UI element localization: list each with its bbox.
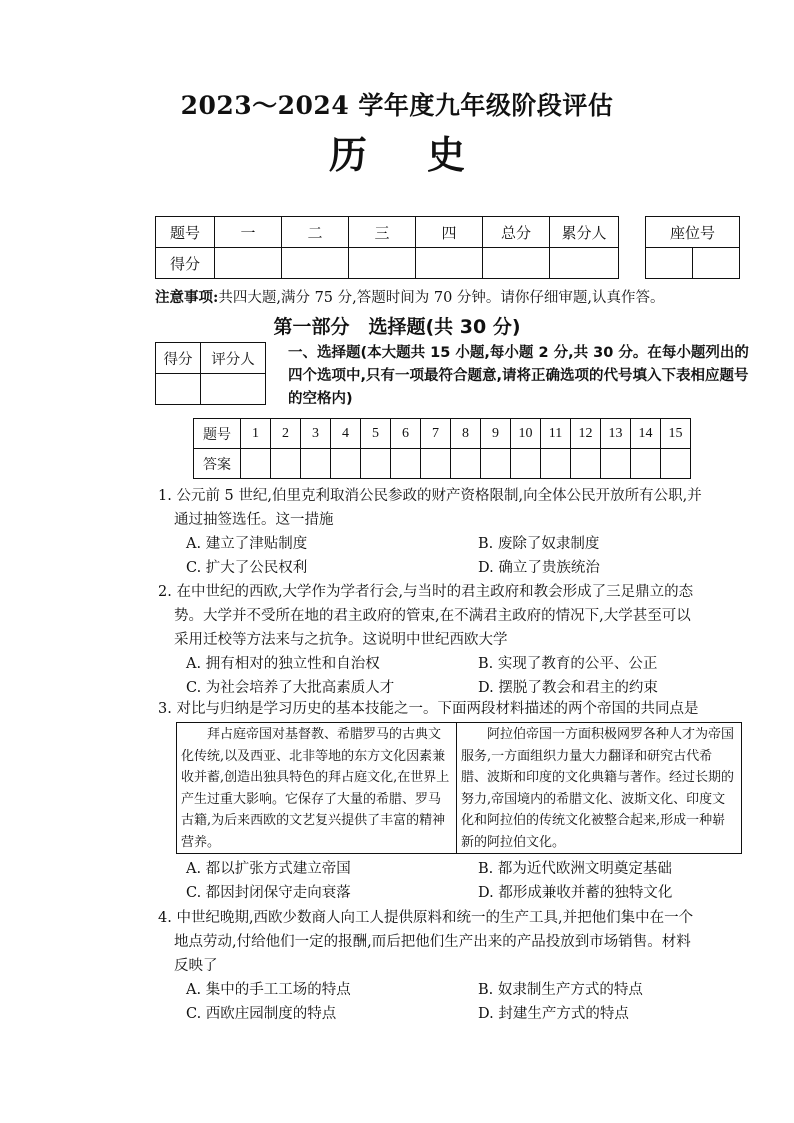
score-table-header-row — [156, 217, 619, 248]
grader-score-label: 得分 — [156, 343, 201, 374]
grader-name-label: 评分人 — [201, 343, 266, 374]
score-input-cell[interactable] — [349, 248, 416, 279]
option-b[interactable]: B. 实现了教育的公平、公正 — [478, 656, 658, 672]
option-c[interactable]: C. 扩大了公民权利 — [186, 560, 308, 576]
score-table-cell: 二 — [282, 217, 349, 248]
question-number-cell: 7 — [421, 419, 451, 449]
question-4 — [158, 906, 748, 1026]
answer-input-cell[interactable] — [631, 449, 661, 479]
question-stem: 通过抽签选任。这一措施 — [174, 512, 334, 528]
option-d[interactable]: D. 都形成兼收并蓄的独特文化 — [478, 885, 673, 901]
grader-input-cell[interactable] — [201, 374, 266, 405]
question-stem: 4. 中世纪晚期,西欧少数商人向工人提供原料和统一的生产工具,并把他们集中在一个 — [158, 910, 694, 926]
option-c[interactable]: C. 为社会培养了大批高素质人才 — [186, 680, 395, 696]
score-table-cell: 题号 — [156, 217, 215, 248]
question-number-cell: 2 — [271, 419, 301, 449]
answer-input-cell[interactable] — [271, 449, 301, 479]
answer-input-cell[interactable] — [541, 449, 571, 479]
answer-row-label: 答案 — [194, 449, 241, 479]
material-right-text: 阿拉伯帝国一方面积极网罗各种人才为帝国服务,一方面组织力量大力翻译和研究古代希腊、波斯和印度的文化典籍与著作。经过长期的努力,帝国境内的希腊文化、波斯文化、印度文化和阿拉伯的传统文化被整合起来,形成一种崭新的阿拉伯文化。 — [461, 727, 735, 850]
question-number-cell: 3 — [301, 419, 331, 449]
score-input-cell[interactable] — [215, 248, 282, 279]
answer-input-cell[interactable] — [481, 449, 511, 479]
material-left-text: 拜占庭帝国对基督教、希腊罗马的古典文化传统,以及西亚、北非等地的东方文化因素兼收并蓄,创造出独具特色的拜占庭文化,在世界上产生过重大影响。它保存了大量的希腊、罗马古籍,为后来西欧的文艺复兴提供了丰富的精神营养。 — [181, 727, 450, 850]
score-table-cell: 一 — [215, 217, 282, 248]
option-d[interactable]: D. 摆脱了教会和君主的约束 — [478, 680, 658, 696]
seat-table — [645, 216, 740, 279]
material-box — [176, 722, 742, 854]
answer-input-cell[interactable] — [361, 449, 391, 479]
score-table-cell: 四 — [416, 217, 483, 248]
option-c[interactable]: C. 都因封闭保守走向衰落 — [186, 885, 351, 901]
grader-table — [155, 342, 266, 405]
question-number-cell: 1 — [241, 419, 271, 449]
question-number-cell: 5 — [361, 419, 391, 449]
notice-text: 共四大题,满分 75 分,答题时间为 70 分钟。请你仔细审题,认真作答。 — [218, 290, 665, 306]
question-2 — [158, 580, 748, 700]
notice — [155, 286, 665, 307]
answer-table — [193, 418, 691, 479]
subject-title: 历史 — [328, 132, 525, 177]
question-options — [158, 532, 748, 580]
option-b[interactable]: B. 奴隶制生产方式的特点 — [478, 982, 643, 998]
answer-input-cell[interactable] — [241, 449, 271, 479]
option-a[interactable]: A. 集中的手工工场的特点 — [186, 982, 351, 998]
question-number-cell: 10 — [511, 419, 541, 449]
score-table-cell: 累分人 — [550, 217, 619, 248]
question-stem: 3. 对比与归纳是学习历史的基本技能之一。下面两段材料描述的两个帝国的共同点是 — [158, 701, 699, 717]
option-b[interactable]: B. 废除了奴隶制度 — [478, 536, 600, 552]
option-a[interactable]: A. 建立了津贴制度 — [186, 536, 308, 552]
question-stem: 1. 公元前 5 世纪,伯里克利取消公民参政的财产资格限制,向全体公民开放所有公职,并 — [158, 488, 702, 504]
grader-input-cell[interactable] — [156, 374, 201, 405]
answer-table-answer-row — [194, 449, 691, 479]
answer-input-cell[interactable] — [601, 449, 631, 479]
score-row-label: 得分 — [156, 248, 215, 279]
score-input-cell[interactable] — [483, 248, 550, 279]
score-input-cell[interactable] — [550, 248, 619, 279]
score-table — [155, 216, 619, 279]
score-input-cell[interactable] — [416, 248, 483, 279]
question-number-cell: 6 — [391, 419, 421, 449]
question-number-cell: 15 — [661, 419, 691, 449]
answer-table-header: 题号 — [194, 419, 241, 449]
score-table-cell: 总分 — [483, 217, 550, 248]
answer-input-cell[interactable] — [301, 449, 331, 479]
answer-input-cell[interactable] — [451, 449, 481, 479]
option-b[interactable]: B. 都为近代欧洲文明奠定基础 — [478, 861, 672, 877]
question-number-cell: 9 — [481, 419, 511, 449]
seat-label: 座位号 — [646, 217, 740, 248]
option-c[interactable]: C. 西欧庄园制度的特点 — [186, 1006, 337, 1022]
answer-input-cell[interactable] — [511, 449, 541, 479]
answer-input-cell[interactable] — [661, 449, 691, 479]
section-intro: 一、选择题(本大题共 15 小题,每小题 2 分,共 30 分。在每小题列出的四个选项中,只有一项最符合题意,请将正确选项的代号填入下表相应题号的空格内) — [288, 345, 749, 407]
exam-title: 2023～2024 学年度九年级阶段评估 — [180, 91, 614, 120]
question-stem: 反映了 — [174, 958, 218, 974]
answer-input-cell[interactable] — [331, 449, 361, 479]
answer-input-cell[interactable] — [391, 449, 421, 479]
score-table-score-row — [156, 248, 619, 279]
score-input-cell[interactable] — [282, 248, 349, 279]
question-stem: 势。大学并不受所在地的君主政府的管束,在不满君主政府的情况下,大学甚至可以 — [174, 608, 691, 624]
question-number-cell: 11 — [541, 419, 571, 449]
score-table-cell: 三 — [349, 217, 416, 248]
question-stem: 地点劳动,付给他们一定的报酬,而后把他们生产出来的产品投放到市场销售。材料 — [174, 934, 691, 950]
question-options — [158, 652, 748, 700]
notice-label: 注意事项: — [155, 289, 219, 306]
question-number-cell: 4 — [331, 419, 361, 449]
question-options — [158, 978, 748, 1026]
option-a[interactable]: A. 都以扩张方式建立帝国 — [186, 861, 351, 877]
answer-input-cell[interactable] — [421, 449, 451, 479]
question-3 — [158, 697, 748, 721]
answer-table-number-row — [194, 419, 691, 449]
seat-input-cell[interactable] — [693, 248, 740, 279]
seat-input-cell[interactable] — [646, 248, 693, 279]
part-title: 第一部分 选择题(共 30 分) — [273, 316, 521, 338]
question-number-cell: 14 — [631, 419, 661, 449]
question-number-cell: 8 — [451, 419, 481, 449]
question-stem: 2. 在中世纪的西欧,大学作为学者行会,与当时的君主政府和教会形成了三足鼎立的态 — [158, 584, 694, 600]
question-3-options-wrap — [158, 857, 748, 905]
option-d[interactable]: D. 确立了贵族统治 — [478, 560, 600, 576]
question-1 — [158, 484, 748, 580]
option-a[interactable]: A. 拥有相对的独立性和自治权 — [186, 656, 380, 672]
question-options — [158, 857, 748, 905]
question-number-cell: 12 — [571, 419, 601, 449]
material-right — [457, 723, 741, 853]
answer-input-cell[interactable] — [571, 449, 601, 479]
question-number-cell: 13 — [601, 419, 631, 449]
option-d[interactable]: D. 封建生产方式的特点 — [478, 1006, 629, 1022]
question-stem: 采用迁校等方法来与之抗争。这说明中世纪西欧大学 — [174, 632, 508, 648]
material-left — [177, 723, 457, 853]
